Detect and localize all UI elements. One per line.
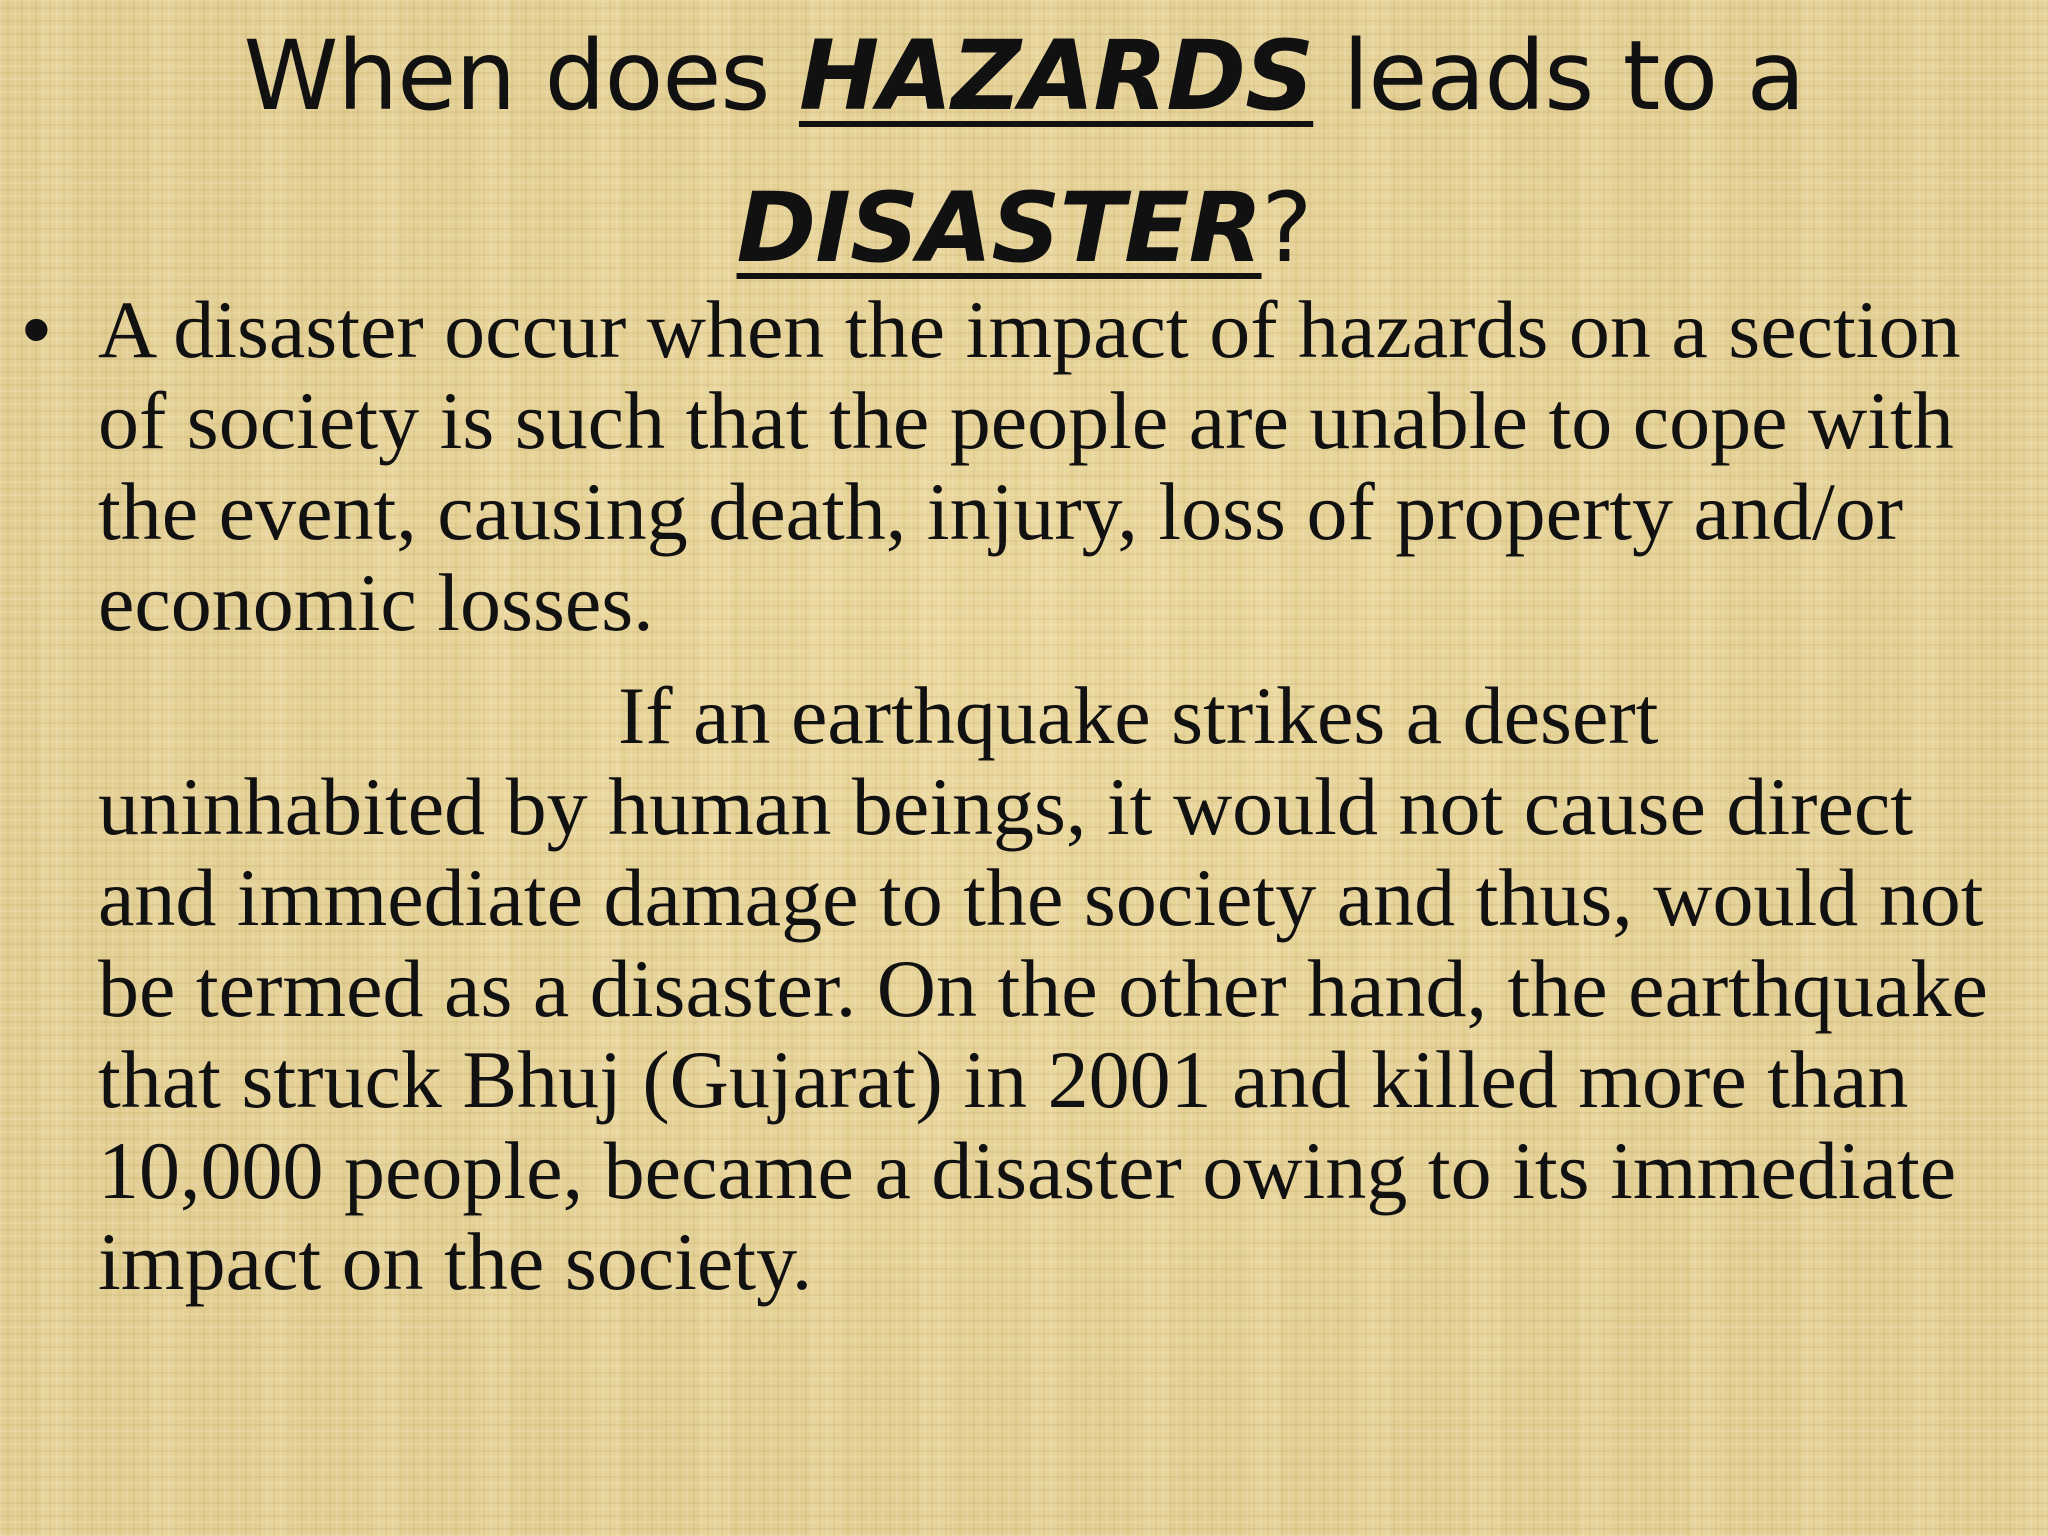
bullet-paragraph-definition: A disaster occur when the impact of hazards on a section of society is such that the people are unable to cope with the event, causing death, injury, loss of property and/or economic losses. bbox=[98, 284, 1961, 648]
bullet-paragraph-example: If an earthquake strikes a desert uninhabited by human beings, it would not cause direct and immediate damage to the society and thus, would not be termed as a disaster. On the other hand, the earthquake that struck Bhuj (Gujarat) in 2001 and killed more than 10,000 people, became a disaster owing to its immediate impact on the society. bbox=[98, 670, 1988, 1307]
title-text-part1: When does bbox=[243, 20, 799, 132]
slide-title bbox=[0, 0, 2048, 304]
title-question-mark: ? bbox=[1261, 172, 1312, 284]
title-emphasis-hazards: HAZARDS bbox=[798, 20, 1314, 132]
title-text-part2: leads to a bbox=[1313, 20, 1805, 132]
title-emphasis-disaster: DISASTER bbox=[736, 172, 1262, 284]
bullet-item bbox=[0, 284, 2048, 1307]
slide-body bbox=[0, 284, 2048, 1307]
bullet-icon: • bbox=[22, 284, 51, 375]
